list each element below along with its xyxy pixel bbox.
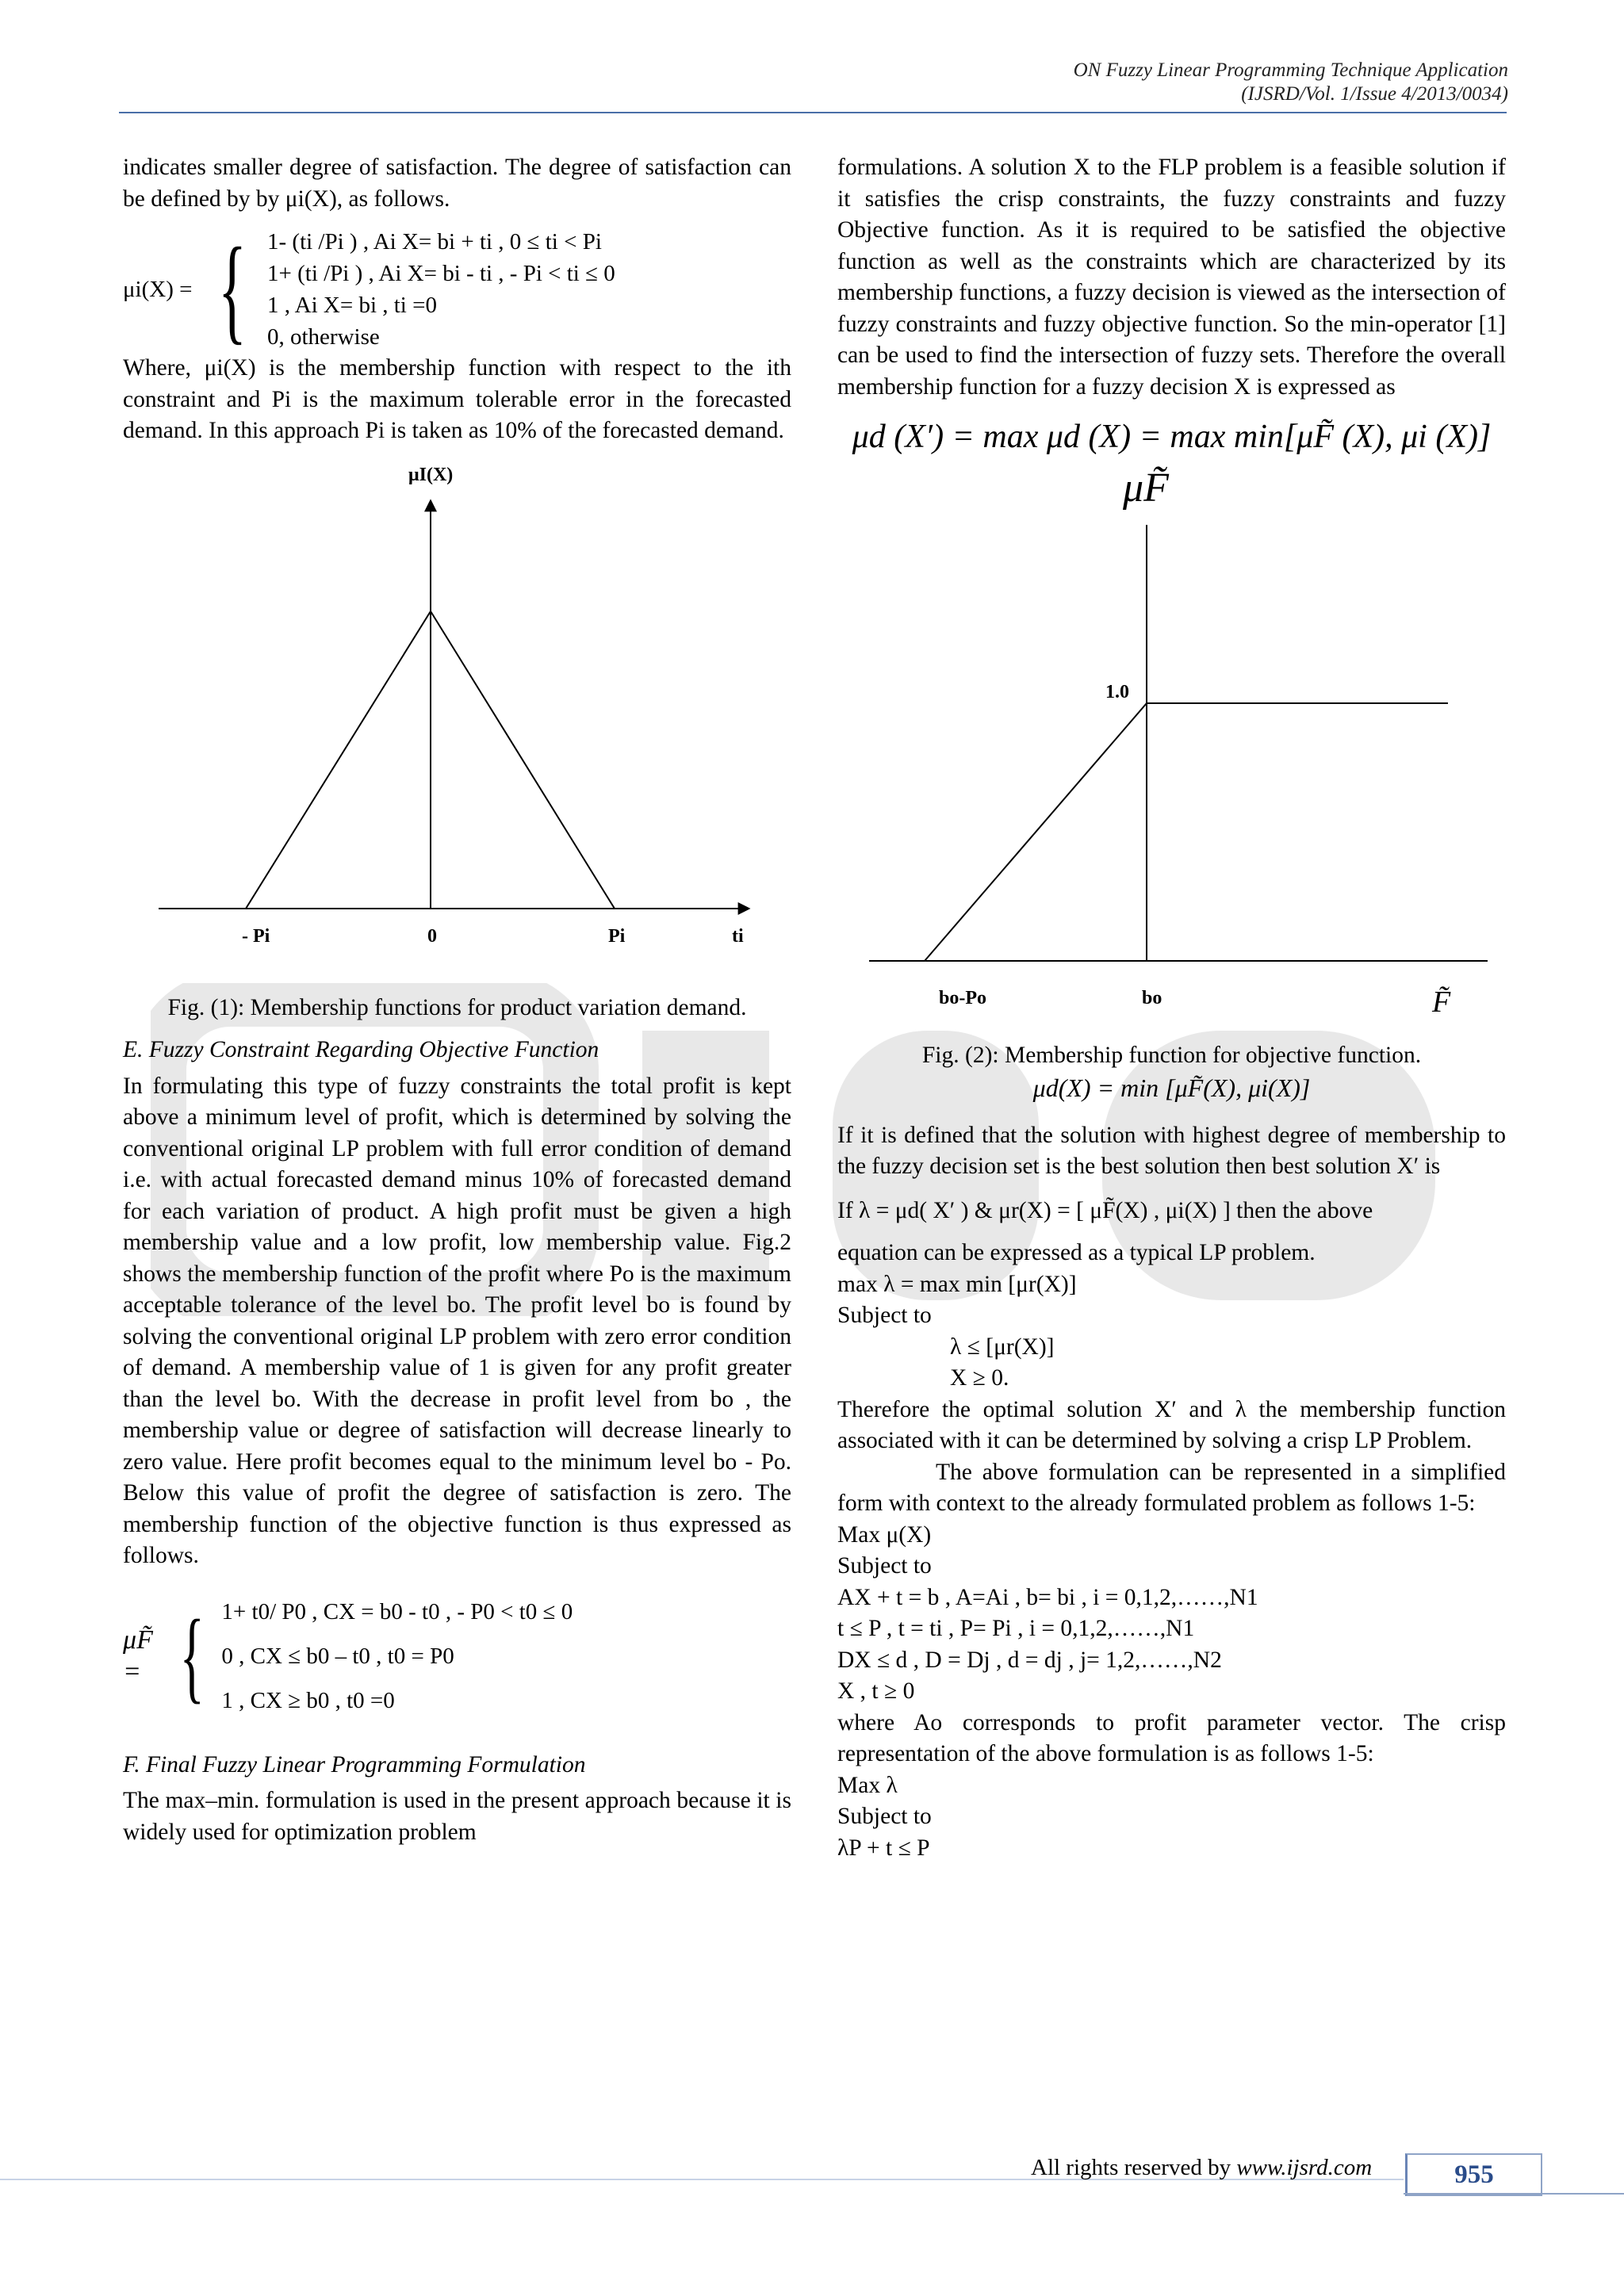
equation-membership-constraint (123, 226, 791, 353)
fig2-tick-bo: bo (1142, 987, 1162, 1008)
line-indented: X ≥ 0. (950, 1365, 1009, 1391)
paragraph: Therefore the optimal solution X′ and λ the membership function associated with it can be determined by solving a crisp LP Problem. (837, 1396, 1506, 1453)
line: DX ≤ d , D = Dj , d = dj , j= 1,2,……,N2 (837, 1647, 1222, 1673)
paragraph: formulations. A solution X to the FLP problem is a feasible solution if it satisfies the crisp constraints, the fuzzy constraints and fuzzy Objective function. As it is required to be satisfied the objective function as well as the constraints which are characterized by its membership functions, a fuzzy decision is viewed as the intersection of fuzzy constraints and fuzzy objective function. So the min-operator [1] can be used to find the intersection of fuzzy sets. Therefore the overall membership function for a fuzzy decision X is expressed as (837, 155, 1506, 400)
fig1-tick-p: Pi (608, 925, 626, 947)
fig2-membership-line (925, 703, 1448, 961)
header-title: ON Fuzzy Linear Programming Technique Application (1073, 59, 1508, 81)
equation-brace: { (179, 1598, 205, 1713)
line: λP + t ≤ P (837, 1835, 930, 1861)
paragraph: The above formulation can be represented in a simplified form with context to the already formulated problem as follows 1-5: (837, 1459, 1506, 1516)
line: Subject to (837, 1804, 932, 1829)
paragraph: In formulating this type of fuzzy constraints the total profit is kept above a minimum level of profit, which is determined by solving the conventional original LP problem with full error condition of demand i.e. with actual forecasted demand minus 10% of forecasted demand for each variation of product. A high profit must be given a high membership value and a low profit, low membership value. Fig.2 shows the membership function of the profit where Po is the maximum acceptable tolerance of the level bo. The profit level bo is found by solving the conventional original LP problem with zero error condition of demand. A membership value of 1 is given for any profit greater than the level bo. With the decrease in profit level from bo , the membership value or degree of satisfaction will decrease linearly to zero value. Here profit becomes equal to the minimum level bo - Po. Below this value of profit the degree of satisfaction is zero. The membership function of the objective function is thus expressed as follows. (123, 1073, 791, 1568)
formula-overall-membership: μd (X′) = max μd (X) = max min[μF̃ (X), μi (X)] (852, 419, 1492, 455)
paragraph: equation can be expressed as a typical LP problem. (837, 1240, 1316, 1265)
line: Max μ(X) (837, 1521, 932, 1548)
header-issue: (IJSRD/Vol. 1/Issue 4/2013/0034) (1241, 83, 1508, 105)
fig2-level-label: 1.0 (1105, 681, 1129, 702)
fig2-tick-bo-po: bo-Po (939, 987, 986, 1008)
line: Subject to (837, 1553, 932, 1578)
header-rule (119, 112, 1507, 113)
fig2-xlabel: F̃ (1432, 985, 1451, 1019)
paragraph: If λ = μd( X′ ) & μr(X) = [ μF̃(X) , μi(X) ] then the above (837, 1197, 1373, 1223)
paragraph: The max–min. formulation is used in the present approach because it is widely used for optimization problem (123, 1788, 791, 1845)
paragraph: Where, μi(X) is the membership function with respect to the ith constraint and Pi is the maximum tolerable error in the forecasted demand. In this approach Pi is taken as 10% of the forecasted demand. (123, 355, 791, 443)
footer-rights: All rights reserved by (1031, 2155, 1237, 2180)
line: t ≤ P , t = ti , P= Pi , i = 0,1,2,……,N1 (837, 1616, 1195, 1641)
left-column (123, 152, 791, 1848)
line: X , t ≥ 0 (837, 1678, 915, 1704)
fig1-tick-neg-p: - Pi (242, 925, 270, 947)
equation-case: 0 , CX ≤ b0 – t0 , t0 = P0 (221, 1643, 454, 1669)
paragraph: where Ao corresponds to profit parameter vector. The crisp representation of the above formulation is as follows 1-5: (837, 1709, 1506, 1766)
footer-rule-right (1404, 2193, 1624, 2195)
equation-brace: { (218, 224, 247, 355)
figure-2-caption: Fig. (2): Membership function for objective function. (921, 1042, 1422, 1068)
paragraph: indicates smaller degree of satisfaction. The degree of satisfaction can be defined by by μi(X), as follows. (123, 155, 791, 212)
paragraph: If it is defined that the solution with highest degree of membership to the fuzzy decision set is the best solution then best solution X′ is (837, 1122, 1506, 1179)
line: Subject to (837, 1303, 932, 1328)
figure-2-formula: μd(X) = min [μF̃(X), μi(X)] (1032, 1073, 1311, 1102)
line: AX + t = b , A=Ai , b= bi , i = 0,1,2,……,N1 (837, 1584, 1258, 1610)
equation-case: 1 , Ai X= bi , ti =0 (267, 293, 437, 318)
equation-case: 1 , CX ≥ b0 , t0 =0 (221, 1687, 395, 1713)
section-heading-e: E. Fuzzy Constraint Regarding Objective Function (123, 1037, 599, 1062)
equation-case: 1+ (ti /Pi ) , Ai X= bi - ti , - Pi < ti ≤ 0 (267, 261, 615, 286)
figure-1-caption: Fig. (1): Membership functions for product variation demand. (167, 994, 747, 1020)
equation-case: 0, otherwise (267, 324, 380, 350)
equation-lhs: μi(X) = (123, 277, 193, 302)
fig2-ylabel: μF̃ (1123, 465, 1169, 511)
line: Max λ (837, 1772, 898, 1798)
right-column (837, 152, 1506, 1864)
equation-membership-objective (123, 1590, 791, 1723)
running-header (1074, 59, 1508, 106)
page-number: 955 (1405, 2153, 1542, 2196)
figure-1-triangle-membership (123, 457, 791, 1027)
equation-case: 1+ t0/ P0 , CX = b0 - t0 , - P0 < t0 ≤ 0 (221, 1598, 573, 1624)
section-heading-f: F. Final Fuzzy Linear Programming Formulation (123, 1751, 586, 1777)
footer-site-link[interactable]: www.ijsrd.com (1236, 2155, 1373, 2180)
line: max λ = max min [μr(X)] (837, 1271, 1077, 1297)
line-indented: λ ≤ [μr(X)] (950, 1334, 1055, 1360)
fig1-tick-zero: 0 (427, 925, 437, 947)
footer-text (1031, 2155, 1372, 2181)
equation-lhs: μF̃ = (123, 1624, 153, 1686)
fig1-ylabel: μI(X) (408, 464, 454, 485)
figure-2-objective-membership (837, 453, 1506, 1056)
equation-case: 1- (ti /Pi ) , Ai X= bi + ti , 0 ≤ ti < Pi (267, 229, 602, 254)
fig1-xlabel: ti (732, 925, 744, 947)
